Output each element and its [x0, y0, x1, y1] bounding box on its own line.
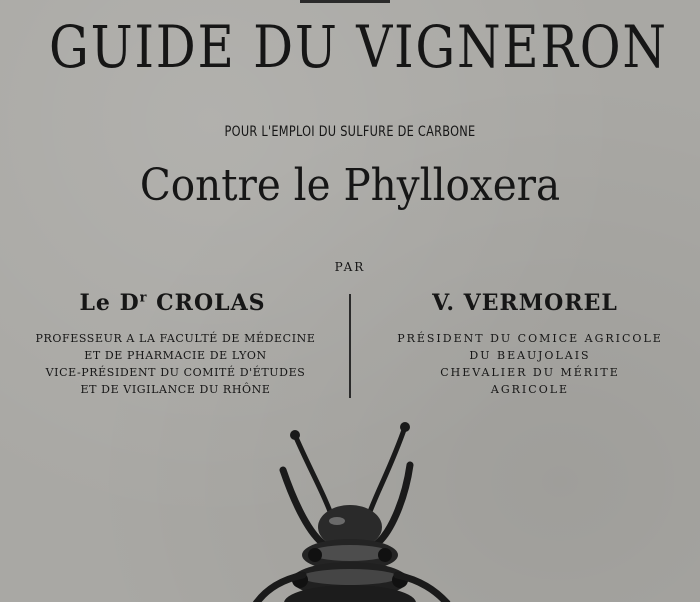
by-label: PAR — [334, 260, 366, 274]
author-left-credit-line: ET DE VIGILANCE DU RHÔNE — [80, 383, 271, 396]
author-left-credits — [8, 330, 343, 398]
author-left-credit-line: VICE-PRÉSIDENT DU COMITÉ D'ÉTUDES — [45, 366, 306, 379]
author-left-prefix: Le D — [79, 290, 140, 316]
author-left-sup: r — [139, 290, 148, 306]
author-right-credit-line: AGRICOLE — [490, 383, 570, 396]
author-divider — [349, 294, 351, 398]
subtitle-main: Contre le Phylloxera — [139, 160, 561, 211]
author-right-credits — [370, 330, 690, 398]
page-title: GUIDE DU VIGNERON — [49, 13, 668, 81]
author-right-credit-line: DU BEAUJOLAIS — [469, 349, 591, 362]
author-right-name: V. VERMOREL — [432, 290, 618, 316]
phylloxera-insect-illustration — [225, 415, 475, 602]
author-right-credit-line: PRÉSIDENT DU COMICE AGRICOLE — [397, 332, 663, 345]
author-left-credit-line: PROFESSEUR A LA FACULTÉ DE MÉDECINE — [35, 332, 316, 345]
author-left-surname: CROLAS — [156, 290, 266, 316]
author-left-name — [0, 290, 345, 316]
subtitle-line: POUR L'EMPLOI DU SULFURE DE CARBONE — [224, 124, 476, 140]
top-rule — [300, 0, 390, 3]
author-left-credit-line: ET DE PHARMACIE DE LYON — [84, 349, 267, 362]
author-right-credit-line: CHEVALIER DU MÉRITE — [440, 366, 620, 379]
